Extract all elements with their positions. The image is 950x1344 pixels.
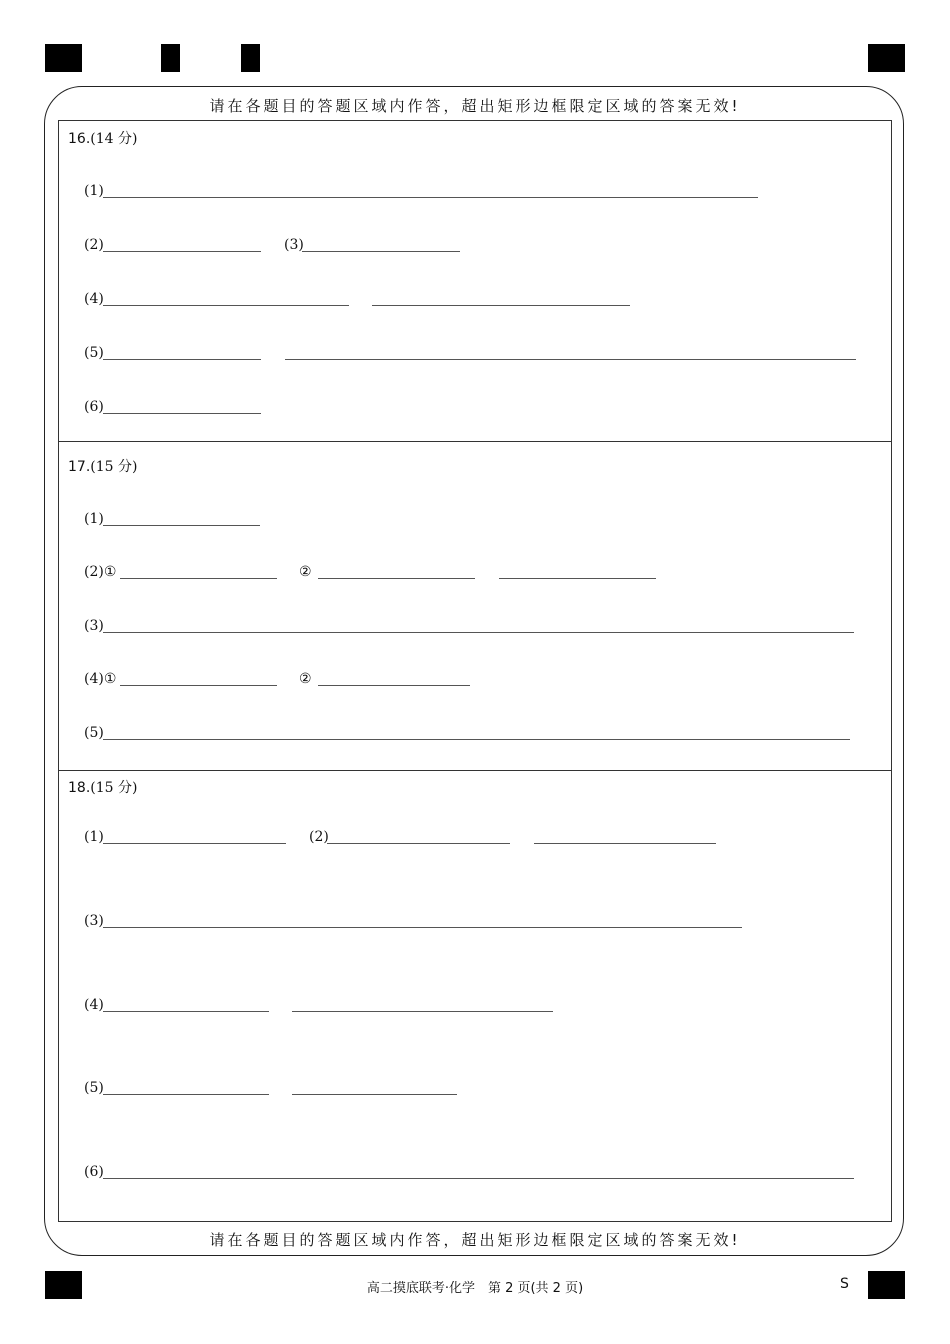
section-divider [58, 441, 892, 442]
part-label: (4)① [84, 671, 117, 687]
answer-line[interactable] [327, 843, 510, 844]
part-label: (5) [84, 345, 104, 361]
question-points: (14 分) [90, 131, 138, 147]
answer-line[interactable] [103, 413, 261, 414]
answer-line[interactable] [103, 525, 260, 526]
answer-line[interactable] [103, 1178, 854, 1179]
part-label: (1) [84, 511, 104, 527]
answer-line[interactable] [534, 843, 716, 844]
answer-line[interactable] [120, 578, 277, 579]
answer-line[interactable] [302, 251, 460, 252]
question-number: 17. [68, 459, 91, 475]
part-label: (4) [84, 291, 104, 307]
part-label: (6) [84, 399, 104, 415]
answer-line[interactable] [103, 927, 742, 928]
part-label: (4) [84, 997, 104, 1013]
part-label: ② [299, 671, 312, 687]
part-label: (5) [84, 725, 104, 741]
corner-code: S [840, 1276, 849, 1292]
question-heading [68, 128, 137, 148]
answer-line[interactable] [103, 1011, 269, 1012]
answer-line[interactable] [103, 197, 758, 198]
answer-line[interactable] [499, 578, 656, 579]
question-points: (15 分) [90, 780, 138, 796]
part-label: (1) [84, 829, 104, 845]
answer-line[interactable] [292, 1011, 553, 1012]
part-label: ② [299, 564, 312, 580]
question-heading [68, 777, 137, 797]
answer-line[interactable] [292, 1094, 457, 1095]
answer-line[interactable] [103, 739, 850, 740]
registration-mark [45, 44, 82, 72]
answer-line[interactable] [103, 843, 286, 844]
part-label: (5) [84, 1080, 104, 1096]
part-label: (2) [309, 829, 329, 845]
answer-line[interactable] [103, 305, 349, 306]
part-label: (6) [84, 1164, 104, 1180]
answer-line[interactable] [318, 685, 470, 686]
answer-line[interactable] [103, 632, 854, 633]
question-number: 16. [68, 131, 91, 147]
page-footer: 高二摸底联考·化学 第 2 页(共 2 页) [366, 1281, 584, 1296]
part-label: (3) [284, 237, 304, 253]
answer-line[interactable] [103, 359, 261, 360]
top-notice: 请在各题目的答题区域内作答，超出矩形边框限定区域的答案无效! [209, 97, 741, 115]
question-number: 18. [68, 780, 91, 796]
registration-mark [161, 44, 180, 72]
answer-box [58, 120, 892, 1222]
registration-mark [868, 44, 905, 72]
part-label: (2) [84, 237, 104, 253]
question-points: (15 分) [90, 459, 138, 475]
question-heading [68, 456, 137, 476]
answer-line[interactable] [103, 1094, 269, 1095]
answer-line[interactable] [285, 359, 856, 360]
part-label: (3) [84, 913, 104, 929]
bottom-notice: 请在各题目的答题区域内作答，超出矩形边框限定区域的答案无效! [209, 1231, 741, 1249]
section-divider [58, 770, 892, 771]
answer-line[interactable] [120, 685, 277, 686]
answer-line[interactable] [372, 305, 630, 306]
answer-line[interactable] [103, 251, 261, 252]
part-label: (2)① [84, 564, 117, 580]
answer-line[interactable] [318, 578, 475, 579]
part-label: (1) [84, 183, 104, 199]
part-label: (3) [84, 618, 104, 634]
registration-mark [241, 44, 260, 72]
